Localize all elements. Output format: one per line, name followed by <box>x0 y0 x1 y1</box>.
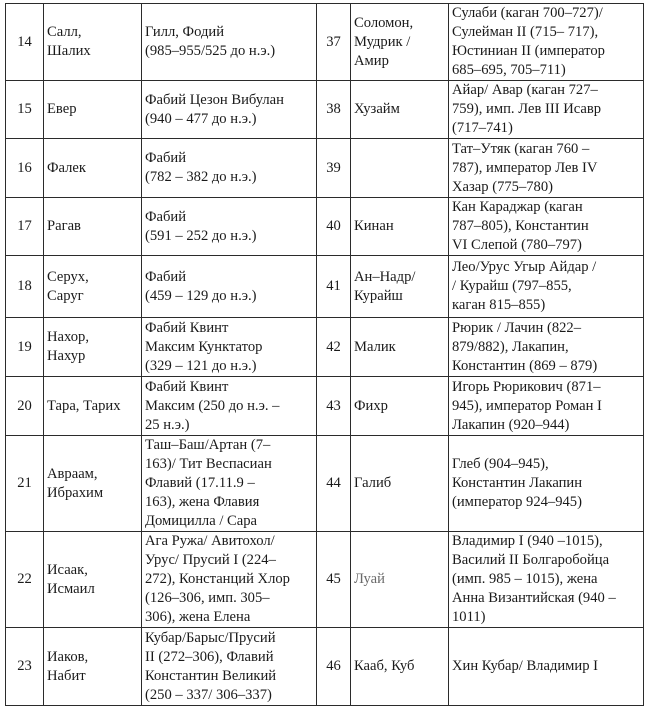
right-name-cell <box>351 436 449 532</box>
right-info-text: Кан Караджар (каган 787–805), Константин VI Слепой (780–797) <box>452 199 589 253</box>
right-name-text: Кинан <box>354 218 394 234</box>
right-number-text: 43 <box>326 397 341 414</box>
right-info-cell <box>449 256 644 318</box>
right-number-text: 42 <box>326 338 341 355</box>
left-info-text: Фабий Квинт Максим (250 до н.э. – 25 н.э.) <box>145 378 280 433</box>
right-name-text: Хузайм <box>354 101 400 117</box>
left-info-text: Фабий (591 – 252 до н.э.) <box>145 208 257 244</box>
left-name-text: Нахор, Нахур <box>47 329 89 364</box>
right-number-cell <box>317 436 351 532</box>
right-info-cell <box>449 532 644 628</box>
right-info-text: Игорь Рюрикович (871– 945), император Роман I Лакапин (920–944) <box>452 378 602 433</box>
right-name-cell <box>351 139 449 198</box>
table-row <box>6 256 644 318</box>
left-name-cell <box>44 532 142 628</box>
left-name-text: Евер <box>47 101 77 117</box>
left-number-cell <box>6 628 44 706</box>
right-number-text: 39 <box>326 159 341 176</box>
left-number-text: 20 <box>17 397 32 414</box>
left-name-text: Иаков, Набит <box>47 648 89 684</box>
left-info-cell <box>142 256 317 318</box>
right-info-cell <box>449 377 644 436</box>
left-number-text: 21 <box>17 475 32 491</box>
left-info-cell <box>142 318 317 377</box>
right-number-cell <box>317 256 351 318</box>
left-number-cell <box>6 4 44 81</box>
left-info-text: Фабий Квинт Максим Кунктатор (329 – 121 до н.э.) <box>145 319 263 374</box>
left-info-text: Кубар/Барыс/Прусий II (272–306), Флавий Константин Великий (250 – 337/ 306–337) <box>145 629 277 703</box>
right-number-text: 37 <box>326 33 341 50</box>
left-name-text: Исаак, Исмаил <box>47 561 95 597</box>
right-name-text: Фихр <box>354 397 388 414</box>
right-name-cell <box>351 532 449 628</box>
right-info-text: Владимир I (940 –1015), Василий II Болгаробойца (имп. 985 – 1015), жена Анна Византийская (940 – 1011) <box>452 533 616 625</box>
right-name-cell <box>351 318 449 377</box>
left-number-text: 22 <box>17 571 32 587</box>
left-name-text: Фалек <box>47 159 86 176</box>
table-body <box>6 4 644 706</box>
table-row <box>6 139 644 198</box>
right-name-text: Ан–Надр/ Курайш <box>354 268 416 304</box>
left-number-text: 16 <box>17 159 32 176</box>
left-info-cell <box>142 377 317 436</box>
right-number-text: 44 <box>326 475 341 491</box>
left-name-cell <box>44 81 142 139</box>
right-name-text: Галиб <box>354 475 392 491</box>
table-row <box>6 377 644 436</box>
right-name-cell <box>351 81 449 139</box>
left-number-cell <box>6 256 44 318</box>
left-info-cell <box>142 4 317 81</box>
left-number-cell <box>6 436 44 532</box>
left-number-cell <box>6 198 44 256</box>
left-number-cell <box>6 377 44 436</box>
right-name-cell <box>351 256 449 318</box>
left-info-cell <box>142 139 317 198</box>
right-info-cell <box>449 628 644 706</box>
left-number-cell <box>6 81 44 139</box>
right-name-text: Соломон, Мудрик / Амир <box>354 14 414 69</box>
left-name-cell <box>44 256 142 318</box>
left-info-cell <box>142 532 317 628</box>
right-name-cell <box>351 198 449 256</box>
right-number-text: 38 <box>326 101 341 117</box>
right-number-text: 40 <box>326 218 341 234</box>
left-name-cell <box>44 377 142 436</box>
left-number-text: 19 <box>17 338 32 355</box>
left-name-cell <box>44 139 142 198</box>
left-name-cell <box>44 318 142 377</box>
right-name-text: Кааб, Куб <box>354 658 415 674</box>
right-info-text: Лео/Урус Угыр Айдар / / Курайш (797–855, каган 815–855) <box>452 259 597 313</box>
left-number-text: 15 <box>17 101 32 117</box>
right-number-cell <box>317 377 351 436</box>
left-info-text: Гилл, Фодий (985–955/525 до н.э.) <box>145 24 276 59</box>
left-name-cell <box>44 628 142 706</box>
right-info-cell <box>449 139 644 198</box>
left-info-cell <box>142 198 317 256</box>
table-row <box>6 81 644 139</box>
left-name-cell <box>44 436 142 532</box>
right-number-cell <box>317 318 351 377</box>
left-info-text: Ага Ружа/ Авитохол/ Урус/ Прусий I (224– 272), Констанций Хлор (126–306, имп. 305– 306), жена Елена <box>145 533 290 625</box>
left-name-text: Авраам, Ибрахим <box>47 465 104 501</box>
right-info-text: Айар/ Авар (каган 727– 759), имп. Лев III Исавр (717–741) <box>452 82 602 136</box>
right-info-cell <box>449 4 644 81</box>
right-info-text: Сулаби (каган 700–727)/ Сулейман II (715– 717), Юстиниан II (император 685–695, 705–711) <box>452 5 605 78</box>
right-name-cell <box>351 628 449 706</box>
table-row <box>6 198 644 256</box>
right-info-cell <box>449 198 644 256</box>
left-name-cell <box>44 198 142 256</box>
left-info-text: Фабий Цезон Вибулан (940 – 477 до н.э.) <box>145 91 284 127</box>
table-row <box>6 436 644 532</box>
table-row <box>6 628 644 706</box>
left-info-cell <box>142 628 317 706</box>
right-number-text: 45 <box>326 571 341 587</box>
table-row <box>6 532 644 628</box>
table-row <box>6 4 644 81</box>
right-number-cell <box>317 628 351 706</box>
right-number-cell <box>317 532 351 628</box>
right-number-cell <box>317 198 351 256</box>
genealogy-table <box>5 3 644 706</box>
right-number-cell <box>317 81 351 139</box>
right-info-text: Глеб (904–945), Константин Лакапин (император 924–945) <box>452 456 583 510</box>
right-name-text: Малик <box>354 338 396 355</box>
left-name-text: Рагав <box>47 218 81 234</box>
left-name-text: Салл, Шалих <box>47 24 91 59</box>
right-info-text: Рюрик / Лачин (822– 879/882), Лакапин, Константин (869 – 879) <box>452 319 598 374</box>
right-number-text: 46 <box>326 658 341 674</box>
right-number-text: 41 <box>326 278 341 294</box>
right-number-cell <box>317 139 351 198</box>
left-info-cell <box>142 81 317 139</box>
left-name-text: Тара, Тарих <box>47 397 121 414</box>
table-row <box>6 318 644 377</box>
left-number-text: 17 <box>17 218 32 234</box>
left-info-text: Таш–Баш/Артан (7– 163)/ Тит Веспасиан Флавий (17.11.9 – 163), жена Флавия Домицилла / Сара <box>145 437 272 529</box>
right-number-cell <box>317 4 351 81</box>
left-name-text: Серух, Саруг <box>47 268 89 304</box>
left-info-cell <box>142 436 317 532</box>
right-name-cell <box>351 4 449 81</box>
left-info-text: Фабий (782 – 382 до н.э.) <box>145 150 257 185</box>
left-number-cell <box>6 139 44 198</box>
right-info-text: Хин Кубар/ Владимир I <box>452 658 599 674</box>
right-name-text: Луай <box>354 571 385 587</box>
left-name-cell <box>44 4 142 81</box>
right-info-cell <box>449 436 644 532</box>
left-number-text: 18 <box>17 278 32 294</box>
left-number-text: 14 <box>17 33 32 50</box>
right-info-text: Тат–Утяк (каган 760 – 787), император Лев IV Хазар (775–780) <box>452 140 598 195</box>
left-number-cell <box>6 532 44 628</box>
right-info-cell <box>449 318 644 377</box>
right-name-cell <box>351 377 449 436</box>
left-number-cell <box>6 318 44 377</box>
left-number-text: 23 <box>17 658 32 674</box>
right-info-cell <box>449 81 644 139</box>
left-info-text: Фабий (459 – 129 до н.э.) <box>145 268 257 304</box>
